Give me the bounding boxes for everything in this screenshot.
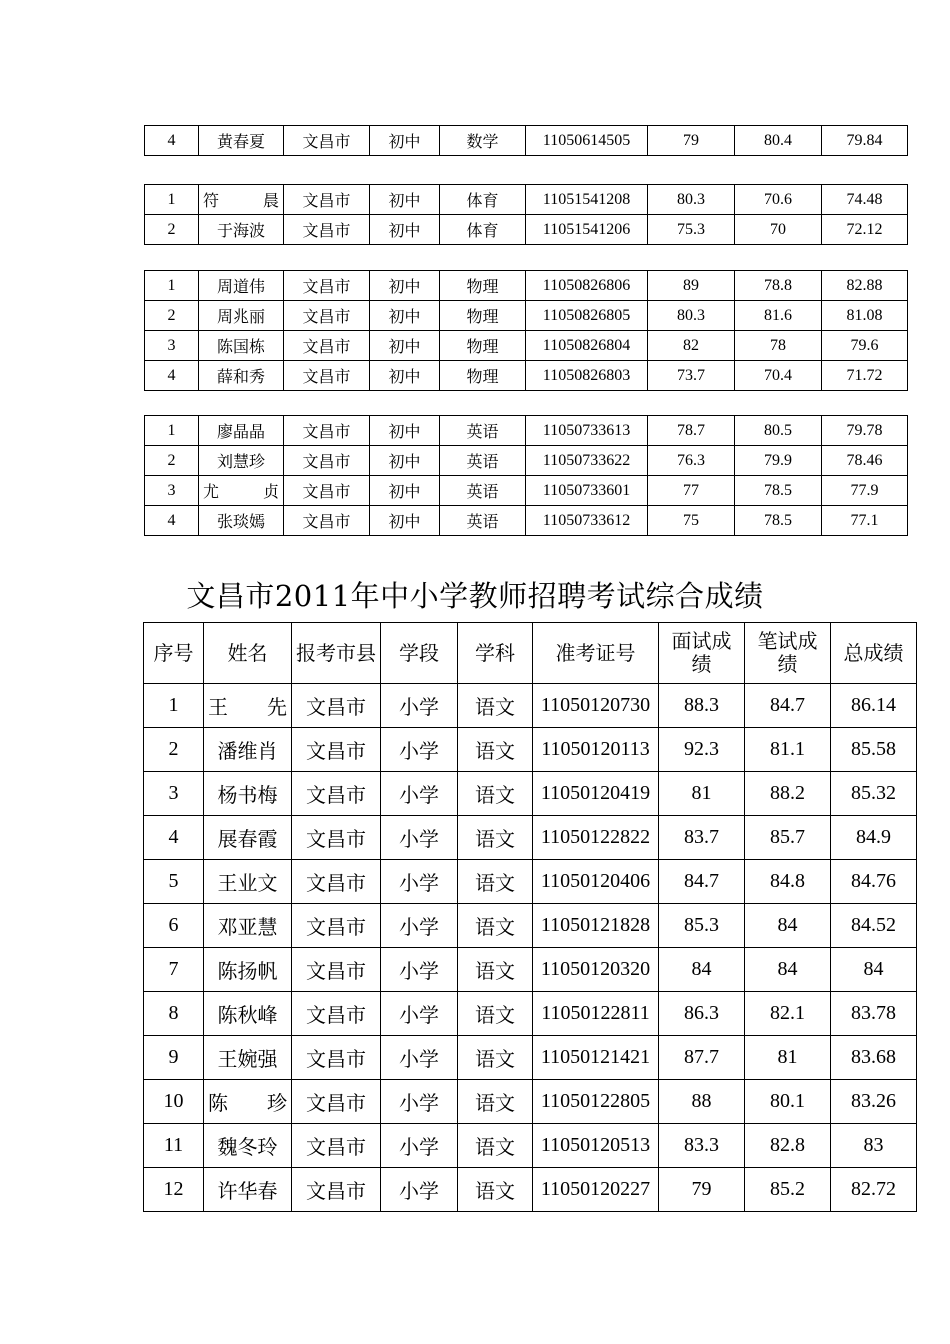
cell-subject: 物理 — [440, 361, 526, 391]
cell-county: 文昌市 — [292, 992, 381, 1036]
cell-interview-score: 89 — [648, 271, 735, 301]
cell-interview-score: 75.3 — [648, 215, 735, 245]
header-written-score: 笔试成绩 — [745, 623, 831, 684]
header-total-score: 总成绩 — [831, 623, 917, 684]
cell-county: 文昌市 — [284, 476, 370, 506]
table-row — [144, 860, 917, 904]
cell-interview-score: 75 — [648, 506, 735, 536]
cell-county: 文昌市 — [292, 1124, 381, 1168]
cell-exam-id: 11050122805 — [533, 1080, 659, 1124]
cell-total-score: 85.58 — [831, 728, 917, 772]
score-table-pe — [144, 184, 908, 245]
header-exam-id: 准考证号 — [533, 623, 659, 684]
cell-seq: 8 — [144, 992, 204, 1036]
table-row — [144, 904, 917, 948]
cell-subject: 物理 — [440, 271, 526, 301]
header-interview-score: 面试成绩 — [659, 623, 745, 684]
cell-subject: 英语 — [440, 506, 526, 536]
cell-name: 陈 珍 — [204, 1080, 292, 1124]
cell-total-score: 72.12 — [822, 215, 908, 245]
cell-name: 周道伟 — [199, 271, 284, 301]
cell-subject: 语文 — [458, 1080, 533, 1124]
cell-name: 潘维肖 — [204, 728, 292, 772]
cell-written-score: 84.8 — [745, 860, 831, 904]
cell-interview-score: 80.3 — [648, 185, 735, 215]
cell-name: 杨书梅 — [204, 772, 292, 816]
cell-total-score: 74.48 — [822, 185, 908, 215]
cell-subject: 英语 — [440, 446, 526, 476]
cell-stage: 小学 — [381, 1168, 458, 1212]
cell-name: 王 先 — [204, 684, 292, 728]
cell-exam-id: 11051541208 — [526, 185, 648, 215]
cell-exam-id: 11050733613 — [526, 416, 648, 446]
cell-total-score: 71.72 — [822, 361, 908, 391]
cell-county: 文昌市 — [284, 185, 370, 215]
table-row — [144, 948, 917, 992]
cell-written-score: 70 — [735, 215, 822, 245]
cell-total-score: 77.1 — [822, 506, 908, 536]
cell-exam-id: 11050120227 — [533, 1168, 659, 1212]
cell-county: 文昌市 — [292, 904, 381, 948]
cell-written-score: 70.6 — [735, 185, 822, 215]
cell-written-score: 82.8 — [745, 1124, 831, 1168]
cell-exam-id: 11050826804 — [526, 331, 648, 361]
cell-county: 文昌市 — [292, 1080, 381, 1124]
cell-exam-id: 11050120320 — [533, 948, 659, 992]
cell-name: 张琰嫣 — [199, 506, 284, 536]
cell-stage: 初中 — [370, 361, 440, 391]
cell-seq: 1 — [145, 185, 199, 215]
cell-seq: 3 — [145, 476, 199, 506]
cell-stage: 初中 — [370, 215, 440, 245]
cell-exam-id: 11050826805 — [526, 301, 648, 331]
cell-county: 文昌市 — [292, 1168, 381, 1212]
cell-seq: 6 — [144, 904, 204, 948]
cell-interview-score: 92.3 — [659, 728, 745, 772]
cell-written-score: 80.5 — [735, 416, 822, 446]
cell-total-score: 84.9 — [831, 816, 917, 860]
cell-stage: 初中 — [370, 126, 440, 156]
table-row — [144, 728, 917, 772]
cell-exam-id: 11050120730 — [533, 684, 659, 728]
cell-exam-id: 11050120513 — [533, 1124, 659, 1168]
cell-total-score: 84.76 — [831, 860, 917, 904]
table-body — [145, 271, 908, 391]
cell-name: 廖晶晶 — [199, 416, 284, 446]
cell-name: 魏冬玲 — [204, 1124, 292, 1168]
cell-name: 刘慧珍 — [199, 446, 284, 476]
cell-total-score: 77.9 — [822, 476, 908, 506]
cell-stage: 初中 — [370, 476, 440, 506]
cell-subject: 物理 — [440, 301, 526, 331]
cell-seq: 2 — [145, 215, 199, 245]
cell-county: 文昌市 — [292, 948, 381, 992]
cell-written-score: 84 — [745, 904, 831, 948]
cell-name: 薛和秀 — [199, 361, 284, 391]
cell-county: 文昌市 — [292, 816, 381, 860]
cell-interview-score: 81 — [659, 772, 745, 816]
table-row — [144, 816, 917, 860]
cell-stage: 初中 — [370, 446, 440, 476]
header-name: 姓名 — [204, 623, 292, 684]
cell-stage: 小学 — [381, 728, 458, 772]
cell-exam-id: 11050120419 — [533, 772, 659, 816]
cell-stage: 小学 — [381, 904, 458, 948]
cell-county: 文昌市 — [284, 446, 370, 476]
cell-stage: 初中 — [370, 185, 440, 215]
cell-written-score: 82.1 — [745, 992, 831, 1036]
header-row — [144, 623, 917, 684]
table-body — [145, 416, 908, 536]
cell-written-score: 81.1 — [745, 728, 831, 772]
cell-county: 文昌市 — [284, 271, 370, 301]
table-row — [145, 185, 908, 215]
cell-total-score: 86.14 — [831, 684, 917, 728]
cell-written-score: 79.9 — [735, 446, 822, 476]
table-row — [145, 271, 908, 301]
cell-written-score: 80.4 — [735, 126, 822, 156]
cell-subject: 语文 — [458, 860, 533, 904]
cell-subject: 语文 — [458, 728, 533, 772]
cell-seq: 4 — [145, 361, 199, 391]
table-row — [145, 126, 908, 156]
header-stage: 学段 — [381, 623, 458, 684]
cell-written-score: 80.1 — [745, 1080, 831, 1124]
cell-written-score: 84 — [745, 948, 831, 992]
table-row — [144, 1080, 917, 1124]
cell-interview-score: 80.3 — [648, 301, 735, 331]
cell-name: 于海波 — [199, 215, 284, 245]
cell-subject: 语文 — [458, 772, 533, 816]
cell-exam-id: 11050826806 — [526, 271, 648, 301]
table-row — [145, 331, 908, 361]
cell-name: 符 晨 — [199, 185, 284, 215]
page-title: 文昌市2011年中小学教师招聘考试综合成绩 — [186, 579, 764, 613]
cell-total-score: 83.26 — [831, 1080, 917, 1124]
cell-name: 王业文 — [204, 860, 292, 904]
cell-name: 邓亚慧 — [204, 904, 292, 948]
cell-total-score: 85.32 — [831, 772, 917, 816]
table-row — [145, 361, 908, 391]
cell-seq: 4 — [145, 506, 199, 536]
cell-county: 文昌市 — [284, 215, 370, 245]
cell-interview-score: 78.7 — [648, 416, 735, 446]
cell-stage: 初中 — [370, 271, 440, 301]
cell-subject: 体育 — [440, 215, 526, 245]
table-row — [144, 1036, 917, 1080]
table-row — [144, 992, 917, 1036]
cell-subject: 语文 — [458, 1168, 533, 1212]
cell-seq: 9 — [144, 1036, 204, 1080]
cell-subject: 数学 — [440, 126, 526, 156]
cell-subject: 语文 — [458, 684, 533, 728]
cell-seq: 4 — [144, 816, 204, 860]
cell-name: 许华春 — [204, 1168, 292, 1212]
cell-interview-score: 83.3 — [659, 1124, 745, 1168]
cell-exam-id: 11050826803 — [526, 361, 648, 391]
cell-total-score: 84.52 — [831, 904, 917, 948]
cell-stage: 小学 — [381, 816, 458, 860]
cell-interview-score: 82 — [648, 331, 735, 361]
cell-total-score: 83 — [831, 1124, 917, 1168]
cell-subject: 语文 — [458, 948, 533, 992]
cell-seq: 3 — [145, 331, 199, 361]
cell-written-score: 78.5 — [735, 476, 822, 506]
cell-stage: 初中 — [370, 331, 440, 361]
cell-seq: 2 — [144, 728, 204, 772]
cell-written-score: 78.8 — [735, 271, 822, 301]
cell-stage: 初中 — [370, 416, 440, 446]
cell-subject: 英语 — [440, 476, 526, 506]
cell-county: 文昌市 — [284, 331, 370, 361]
cell-written-score: 85.7 — [745, 816, 831, 860]
table-row — [145, 446, 908, 476]
cell-seq: 3 — [144, 772, 204, 816]
cell-seq: 2 — [145, 446, 199, 476]
table-row — [145, 476, 908, 506]
cell-name: 陈扬帆 — [204, 948, 292, 992]
cell-county: 文昌市 — [284, 301, 370, 331]
cell-written-score: 81 — [745, 1036, 831, 1080]
cell-subject: 体育 — [440, 185, 526, 215]
cell-stage: 小学 — [381, 1080, 458, 1124]
cell-county: 文昌市 — [292, 728, 381, 772]
table-body — [145, 185, 908, 245]
cell-county: 文昌市 — [292, 1036, 381, 1080]
cell-interview-score: 83.7 — [659, 816, 745, 860]
cell-stage: 小学 — [381, 1036, 458, 1080]
cell-exam-id: 11050121828 — [533, 904, 659, 948]
cell-subject: 语文 — [458, 1124, 533, 1168]
cell-total-score: 82.72 — [831, 1168, 917, 1212]
cell-written-score: 88.2 — [745, 772, 831, 816]
cell-name: 周兆丽 — [199, 301, 284, 331]
cell-total-score: 79.6 — [822, 331, 908, 361]
cell-stage: 小学 — [381, 948, 458, 992]
cell-exam-id: 11050120113 — [533, 728, 659, 772]
table-row — [145, 301, 908, 331]
cell-name: 展春霞 — [204, 816, 292, 860]
cell-interview-score: 85.3 — [659, 904, 745, 948]
table-row — [144, 684, 917, 728]
cell-interview-score: 87.7 — [659, 1036, 745, 1080]
cell-seq: 7 — [144, 948, 204, 992]
cell-exam-id: 11050121421 — [533, 1036, 659, 1080]
cell-subject: 语文 — [458, 904, 533, 948]
table-row — [144, 1168, 917, 1212]
cell-seq: 1 — [145, 416, 199, 446]
cell-written-score: 84.7 — [745, 684, 831, 728]
cell-stage: 小学 — [381, 992, 458, 1036]
cell-interview-score: 79 — [659, 1168, 745, 1212]
cell-total-score: 84 — [831, 948, 917, 992]
cell-stage: 小学 — [381, 684, 458, 728]
cell-name: 陈秋峰 — [204, 992, 292, 1036]
cell-name: 王婉强 — [204, 1036, 292, 1080]
cell-name: 陈国栋 — [199, 331, 284, 361]
cell-stage: 小学 — [381, 1124, 458, 1168]
cell-interview-score: 76.3 — [648, 446, 735, 476]
header-seq: 序号 — [144, 623, 204, 684]
cell-subject: 语文 — [458, 1036, 533, 1080]
cell-county: 文昌市 — [292, 684, 381, 728]
cell-total-score: 81.08 — [822, 301, 908, 331]
cell-subject: 物理 — [440, 331, 526, 361]
cell-written-score: 78.5 — [735, 506, 822, 536]
table-header — [144, 623, 917, 684]
header-subject: 学科 — [458, 623, 533, 684]
cell-stage: 小学 — [381, 860, 458, 904]
cell-written-score: 70.4 — [735, 361, 822, 391]
cell-name: 黄春夏 — [199, 126, 284, 156]
table-body — [145, 126, 908, 156]
cell-total-score: 79.78 — [822, 416, 908, 446]
cell-exam-id: 11051541206 — [526, 215, 648, 245]
cell-seq: 5 — [144, 860, 204, 904]
cell-total-score: 83.68 — [831, 1036, 917, 1080]
cell-stage: 初中 — [370, 506, 440, 536]
cell-exam-id: 11050733622 — [526, 446, 648, 476]
score-table-math — [144, 125, 908, 156]
cell-subject: 英语 — [440, 416, 526, 446]
cell-subject: 语文 — [458, 816, 533, 860]
cell-exam-id: 11050733612 — [526, 506, 648, 536]
cell-total-score: 83.78 — [831, 992, 917, 1036]
table-row — [145, 416, 908, 446]
score-table-physics — [144, 270, 908, 391]
cell-interview-score: 73.7 — [648, 361, 735, 391]
table-row — [145, 506, 908, 536]
cell-interview-score: 77 — [648, 476, 735, 506]
cell-subject: 语文 — [458, 992, 533, 1036]
cell-county: 文昌市 — [284, 416, 370, 446]
table-row — [144, 772, 917, 816]
cell-name: 尤 贞 — [199, 476, 284, 506]
cell-exam-id: 11050120406 — [533, 860, 659, 904]
table-row — [144, 1124, 917, 1168]
cell-seq: 10 — [144, 1080, 204, 1124]
cell-interview-score: 84 — [659, 948, 745, 992]
cell-county: 文昌市 — [292, 772, 381, 816]
score-table-english — [144, 415, 908, 536]
cell-seq: 11 — [144, 1124, 204, 1168]
cell-written-score: 81.6 — [735, 301, 822, 331]
cell-exam-id: 11050614505 — [526, 126, 648, 156]
cell-stage: 小学 — [381, 772, 458, 816]
table-row — [145, 215, 908, 245]
cell-interview-score: 88 — [659, 1080, 745, 1124]
cell-interview-score: 79 — [648, 126, 735, 156]
header-county: 报考市县 — [292, 623, 381, 684]
results-table — [143, 622, 917, 1212]
cell-county: 文昌市 — [284, 126, 370, 156]
cell-exam-id: 11050122811 — [533, 992, 659, 1036]
cell-total-score: 82.88 — [822, 271, 908, 301]
table-body — [144, 684, 917, 1212]
cell-interview-score: 88.3 — [659, 684, 745, 728]
cell-seq: 4 — [145, 126, 199, 156]
cell-exam-id: 11050122822 — [533, 816, 659, 860]
cell-interview-score: 86.3 — [659, 992, 745, 1036]
cell-seq: 1 — [144, 684, 204, 728]
cell-interview-score: 84.7 — [659, 860, 745, 904]
cell-county: 文昌市 — [292, 860, 381, 904]
cell-total-score: 79.84 — [822, 126, 908, 156]
cell-county: 文昌市 — [284, 361, 370, 391]
cell-seq: 2 — [145, 301, 199, 331]
cell-written-score: 85.2 — [745, 1168, 831, 1212]
cell-county: 文昌市 — [284, 506, 370, 536]
cell-total-score: 78.46 — [822, 446, 908, 476]
cell-seq: 12 — [144, 1168, 204, 1212]
cell-seq: 1 — [145, 271, 199, 301]
cell-written-score: 78 — [735, 331, 822, 361]
cell-exam-id: 11050733601 — [526, 476, 648, 506]
cell-stage: 初中 — [370, 301, 440, 331]
